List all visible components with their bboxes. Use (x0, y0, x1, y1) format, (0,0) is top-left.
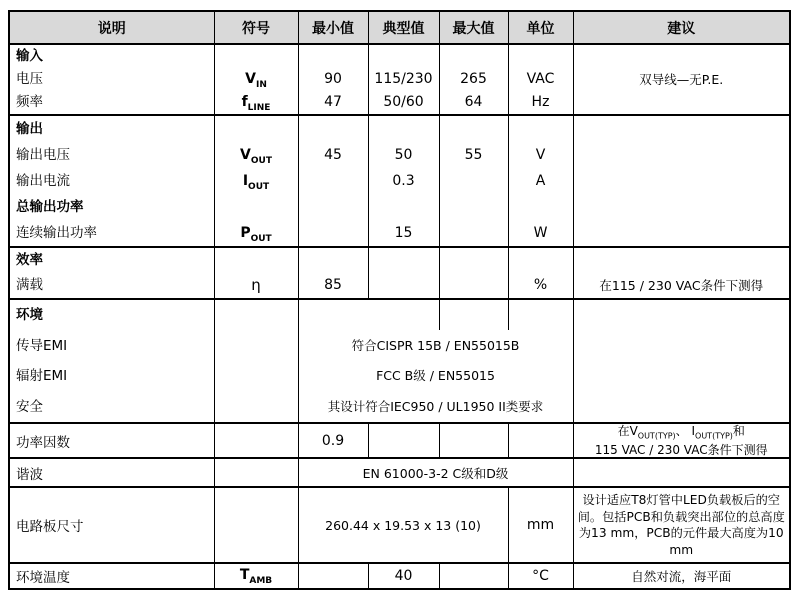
power-factor-note-line2: 115 VAC / 230 VAC条件下测得 (594, 443, 768, 458)
pcb-note: 设计适应T8灯管中LED负载板后的空间。包括PCB和负载突出部位的总高度为13 mm，PCB的元件最大高度为10 mm (573, 487, 790, 563)
power-factor-max-cell (439, 423, 508, 458)
unit-efficiency: % (533, 277, 548, 293)
unit-output-current: A (535, 173, 546, 189)
symbol-fline: $f_{LINE}$ (241, 94, 271, 113)
environment-labels-cell (9, 299, 214, 423)
row-label-output-voltage: 输出电压 (16, 147, 70, 163)
pcb-unit: mm (508, 487, 573, 563)
output-labels-cell (9, 115, 214, 247)
power-factor-symbol-cell (214, 423, 298, 458)
output-typ-cell (368, 115, 439, 247)
power-factor-note (573, 423, 790, 458)
symbol-tamb: $T_{AMB}$ (214, 563, 298, 589)
value-min-output-voltage: 45 (324, 147, 342, 163)
output-symbols-cell (214, 115, 298, 247)
row-label-continuous-output-power: 连续输出功率 (16, 225, 97, 241)
col-header-unit: 单位 (508, 11, 573, 44)
spec-table-wrapper (8, 10, 791, 590)
efficiency-note: 在115 / 230 VAC条件下测得 (599, 278, 764, 293)
value-typ-output-voltage: 50 (394, 147, 413, 163)
value-min-voltage: 90 (324, 71, 342, 87)
pcb-dimensions: 260.44 x 19.53 x 13 (10) (298, 487, 508, 563)
input-unit-cell (508, 44, 573, 115)
conducted-emi-standard: 符合CISPR 15B / EN55015B (351, 337, 520, 353)
value-min-frequency: 47 (324, 94, 342, 110)
row-label-frequency: 频率 (16, 94, 43, 110)
col-header-max: 最大值 (439, 11, 508, 44)
power-factor-unit-cell (508, 423, 573, 458)
ambient-unit: °C (508, 563, 573, 589)
output-note-cell (573, 115, 790, 247)
table-header (9, 11, 790, 44)
row-label-voltage: 电压 (16, 71, 43, 87)
power-factor-note-line1: 在$V_{OUT(TYP)}$、 $I_{OUT(TYP)}$和 (617, 424, 745, 441)
harmonics-label: 谐波 (9, 458, 214, 487)
symbol-eta: η (251, 276, 261, 294)
value-typ-output-current: 0.3 (392, 173, 415, 189)
environment-note-cell (573, 299, 790, 423)
value-typ-ambient: 40 (368, 563, 439, 589)
power-factor-label: 功率因数 (9, 423, 214, 458)
output-max-cell (439, 115, 508, 247)
row-label-safety: 安全 (16, 398, 43, 415)
value-min-efficiency: 85 (324, 277, 342, 293)
section-title: 环境 (16, 307, 43, 323)
row-label-conducted-emi: 传导EMI (16, 337, 68, 354)
harmonics-standard: EN 61000-3-2 C级和D级 (298, 458, 573, 487)
value-max-voltage: 265 (460, 71, 487, 87)
pcb-size-label: 电路板尺寸 (9, 487, 214, 563)
row-label-total-output-power: 总输出功率 (16, 199, 84, 215)
section-title: 输出 (16, 121, 43, 137)
col-header-recommendation: 建议 (573, 11, 790, 44)
ambient-note: 自然对流，海平面 (573, 563, 790, 589)
value-typ-frequency: 50/60 (383, 94, 424, 110)
efficiency-symbols-cell (214, 247, 298, 299)
row-label-full-load: 满载 (16, 277, 43, 293)
unit-voltage: VAC (526, 71, 555, 87)
output-min-cell (298, 115, 368, 247)
section-input (9, 44, 790, 115)
col-header-symbol: 符号 (214, 11, 298, 44)
value-max-output-voltage: 55 (464, 147, 483, 163)
input-labels-cell (9, 44, 214, 115)
symbol-vin: $V_{IN}$ (245, 71, 267, 90)
row-power-factor (9, 423, 790, 458)
input-min-cell (298, 44, 368, 115)
efficiency-labels-cell (9, 247, 214, 299)
col-header-min: 最小值 (298, 11, 368, 44)
input-note: 双导线—无P.E. (639, 72, 724, 87)
col-header-description: 说明 (9, 11, 214, 44)
col-header-typical: 典型值 (368, 11, 439, 44)
harmonics-symbol-cell (214, 458, 298, 487)
efficiency-min-cell (298, 247, 368, 299)
spec-table (8, 10, 791, 590)
input-max-cell (439, 44, 508, 115)
row-harmonics (9, 458, 790, 487)
value-typ-voltage: 115/230 (374, 71, 433, 87)
row-pcb-size (9, 487, 790, 563)
output-unit-cell (508, 115, 573, 247)
section-environment (9, 299, 790, 423)
header-row (9, 11, 790, 44)
unit-output-power: W (533, 225, 548, 241)
ambient-label: 环境温度 (9, 563, 214, 589)
safety-standard: 其设计符合IEC950 / UL1950 II类要求 (327, 398, 544, 414)
value-typ-output-power: 15 (394, 225, 413, 241)
row-label-radiated-emi: 辐射EMI (16, 368, 68, 384)
power-factor-typ-cell (368, 423, 439, 458)
value-min-power-factor: 0.9 (298, 423, 368, 458)
symbol-pout: $P_{OUT}$ (240, 225, 272, 244)
pcb-symbol-cell (214, 487, 298, 563)
ambient-max-cell (439, 563, 508, 589)
efficiency-unit-cell (508, 247, 573, 299)
efficiency-typ-cell (368, 247, 439, 299)
section-title: 效率 (16, 252, 43, 268)
grid-line-stub (508, 300, 509, 330)
environment-compliance-cell (298, 299, 573, 423)
row-label-output-current: 输出电流 (16, 173, 70, 189)
value-max-frequency: 64 (464, 94, 483, 110)
input-typ-cell (368, 44, 439, 115)
symbol-iout: $I_{OUT}$ (242, 173, 270, 192)
input-symbols-cell (214, 44, 298, 115)
harmonics-note-cell (573, 458, 790, 487)
section-title: 输入 (16, 48, 43, 64)
input-note-cell (573, 44, 790, 115)
symbol-vout: $V_{OUT}$ (240, 147, 272, 166)
efficiency-max-cell (439, 247, 508, 299)
section-output (9, 115, 790, 247)
efficiency-note-cell (573, 247, 790, 299)
radiated-emi-standard: FCC B级 / EN55015 (376, 368, 495, 383)
unit-frequency: Hz (531, 94, 550, 110)
environment-symbols-cell (214, 299, 298, 423)
unit-output-voltage: V (535, 147, 546, 163)
ambient-min-cell (298, 563, 368, 589)
grid-line-stub (439, 300, 440, 330)
section-efficiency (9, 247, 790, 299)
row-ambient-temperature (9, 563, 790, 589)
